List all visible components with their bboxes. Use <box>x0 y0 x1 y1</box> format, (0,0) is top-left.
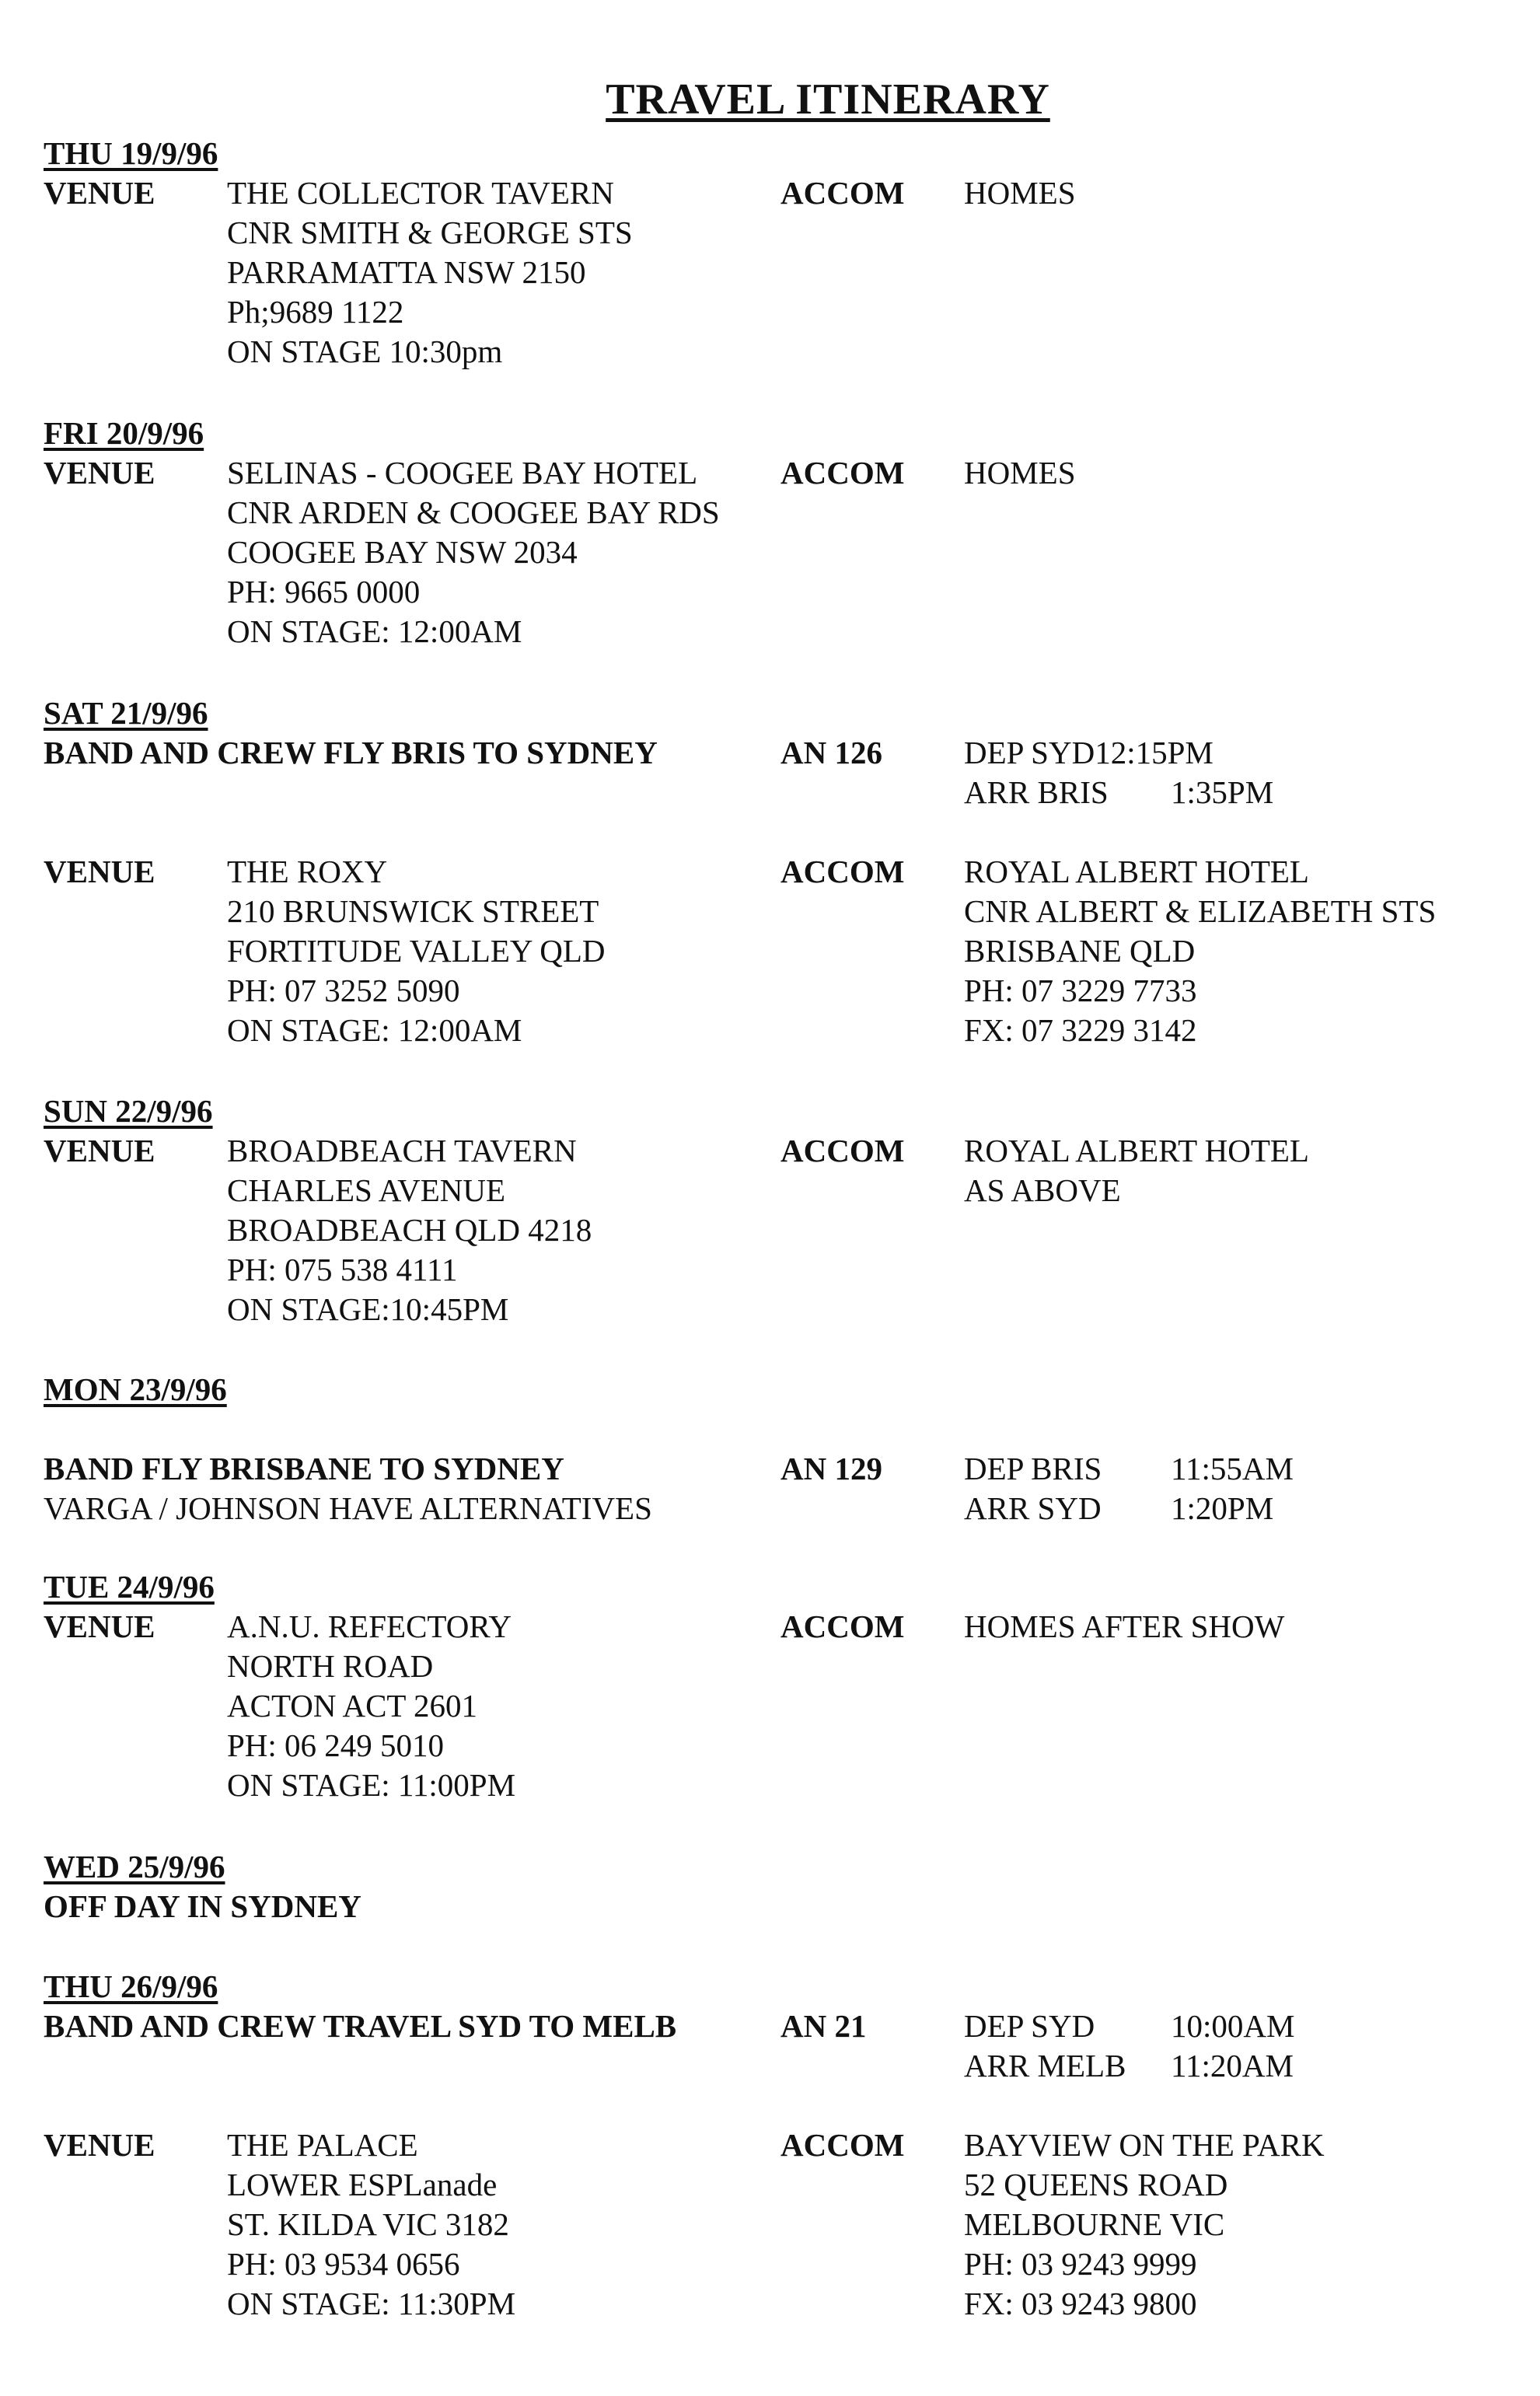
departure-label: DEP BRIS <box>964 1451 1102 1486</box>
day-note: OFF DAY IN SYDNEY <box>44 1888 361 1924</box>
venue-line: THE COLLECTOR TAVERN <box>227 175 614 211</box>
accom-line: ROYAL ALBERT HOTEL <box>964 854 1309 889</box>
departure-time: 10:00AM <box>1171 2008 1295 2044</box>
day-thu-19 <box>44 134 1505 372</box>
accom-line: FX: 07 3229 3142 <box>964 1012 1197 1048</box>
accom-label: ACCOM <box>780 175 905 211</box>
accom-line: MELBOURNE VIC <box>964 2206 1225 2242</box>
travel-line: BAND FLY BRISBANE TO SYDNEY <box>44 1451 564 1486</box>
arrival-label: ARR BRIS <box>964 774 1109 810</box>
venue-line: THE PALACE <box>227 2127 418 2163</box>
venue-line: A.N.U. REFECTORY <box>227 1608 512 1644</box>
accom-label: ACCOM <box>780 1133 905 1168</box>
venue-line: PH: 9665 0000 <box>227 574 421 609</box>
venue-line: PH: 07 3252 5090 <box>227 973 460 1008</box>
accom-line: HOMES AFTER SHOW <box>964 1608 1285 1644</box>
venue-label: VENUE <box>44 455 155 491</box>
travel-note: VARGA / JOHNSON HAVE ALTERNATIVES <box>44 1490 652 1526</box>
day-sun-22 <box>44 1091 1505 1329</box>
venue-line: CNR ARDEN & COOGEE BAY RDS <box>227 494 720 530</box>
accom-label: ACCOM <box>780 854 905 889</box>
day-date: THU 26/9/96 <box>44 1968 218 2004</box>
departure-label: DEP SYD <box>964 2008 1095 2044</box>
venue-label: VENUE <box>44 1608 155 1644</box>
venue-line: PH: 03 9534 0656 <box>227 2246 460 2282</box>
venue-line: ON STAGE:10:45PM <box>227 1291 509 1327</box>
accom-label: ACCOM <box>780 2127 905 2163</box>
venue-line: BROADBEACH QLD 4218 <box>227 1212 592 1248</box>
day-date: MON 23/9/96 <box>44 1371 227 1407</box>
accom-line: PH: 03 9243 9999 <box>964 2246 1197 2282</box>
venue-line: ACTON ACT 2601 <box>227 1688 477 1724</box>
day-thu-26 <box>44 1967 1505 2324</box>
venue-line: THE ROXY <box>227 854 388 889</box>
day-date: SAT 21/9/96 <box>44 695 208 731</box>
venue-line: ON STAGE: 12:00AM <box>227 1012 522 1048</box>
venue-line: ON STAGE: 11:30PM <box>227 2286 516 2321</box>
arrival-time: 11:20AM <box>1171 2048 1294 2083</box>
accom-line: ROYAL ALBERT HOTEL <box>964 1133 1309 1168</box>
venue-label: VENUE <box>44 854 155 889</box>
flight-number: AN 126 <box>780 735 882 770</box>
venue-line: ON STAGE 10:30pm <box>227 334 503 369</box>
accom-line: PH: 07 3229 7733 <box>964 973 1197 1008</box>
venue-line: ON STAGE: 11:00PM <box>227 1767 516 1803</box>
day-fri-20 <box>44 414 1505 651</box>
venue-line: 210 BRUNSWICK STREET <box>227 893 599 929</box>
venue-line: FORTITUDE VALLEY QLD <box>227 933 606 969</box>
venue-line: CNR SMITH & GEORGE STS <box>227 215 633 250</box>
travel-line: BAND AND CREW TRAVEL SYD TO MELB <box>44 2008 677 2044</box>
venue-line: LOWER ESPLanade <box>227 2167 498 2202</box>
accom-line: BRISBANE QLD <box>964 933 1196 969</box>
venue-label: VENUE <box>44 1133 155 1168</box>
accom-label: ACCOM <box>780 1608 905 1644</box>
venue-line: PH: 06 249 5010 <box>227 1727 445 1763</box>
venue-label: VENUE <box>44 175 155 211</box>
venue-line: BROADBEACH TAVERN <box>227 1133 577 1168</box>
venue-line: ON STAGE: 12:00AM <box>227 613 522 649</box>
page-title: TRAVEL ITINERARY <box>606 75 1050 124</box>
day-wed-25 <box>44 1847 1505 1926</box>
venue-line: ST. KILDA VIC 3182 <box>227 2206 509 2242</box>
travel-line: BAND AND CREW FLY BRIS TO SYDNEY <box>44 735 658 770</box>
day-date: SUN 22/9/96 <box>44 1093 213 1129</box>
day-tue-24 <box>44 1567 1505 1805</box>
venue-line: NORTH ROAD <box>227 1648 434 1684</box>
accom-label: ACCOM <box>780 455 905 491</box>
day-date: FRI 20/9/96 <box>44 415 204 451</box>
venue-line: SELINAS - COOGEE BAY HOTEL <box>227 455 698 491</box>
arrival-time: 1:20PM <box>1171 1490 1274 1526</box>
day-mon-23 <box>44 1370 1505 1528</box>
venue-line: PH: 075 538 4111 <box>227 1252 458 1287</box>
venue-line: COOGEE BAY NSW 2034 <box>227 534 578 570</box>
day-date: WED 25/9/96 <box>44 1849 225 1884</box>
accom-line: HOMES <box>964 175 1076 211</box>
arrival-label: ARR SYD <box>964 1490 1102 1526</box>
day-date: THU 19/9/96 <box>44 135 218 171</box>
venue-line: Ph;9689 1122 <box>227 294 404 330</box>
day-date: TUE 24/9/96 <box>44 1569 215 1605</box>
flight-number: AN 21 <box>780 2008 867 2044</box>
accom-line: AS ABOVE <box>964 1172 1121 1208</box>
accom-line: BAYVIEW ON THE PARK <box>964 2127 1325 2163</box>
accom-line: FX: 03 9243 9800 <box>964 2286 1197 2321</box>
day-sat-21 <box>44 693 1505 1050</box>
departure: DEP SYD12:15PM <box>964 735 1213 770</box>
departure-time: 11:55AM <box>1171 1451 1294 1486</box>
accom-line: 52 QUEENS ROAD <box>964 2167 1228 2202</box>
accom-line: CNR ALBERT & ELIZABETH STS <box>964 893 1437 929</box>
flight-number: AN 129 <box>780 1451 882 1486</box>
arrival-label: ARR MELB <box>964 2048 1126 2083</box>
arrival-time: 1:35PM <box>1171 774 1274 810</box>
venue-line: CHARLES AVENUE <box>227 1172 506 1208</box>
venue-label: VENUE <box>44 2127 155 2163</box>
accom-line: HOMES <box>964 455 1076 491</box>
venue-line: PARRAMATTA NSW 2150 <box>227 254 586 290</box>
